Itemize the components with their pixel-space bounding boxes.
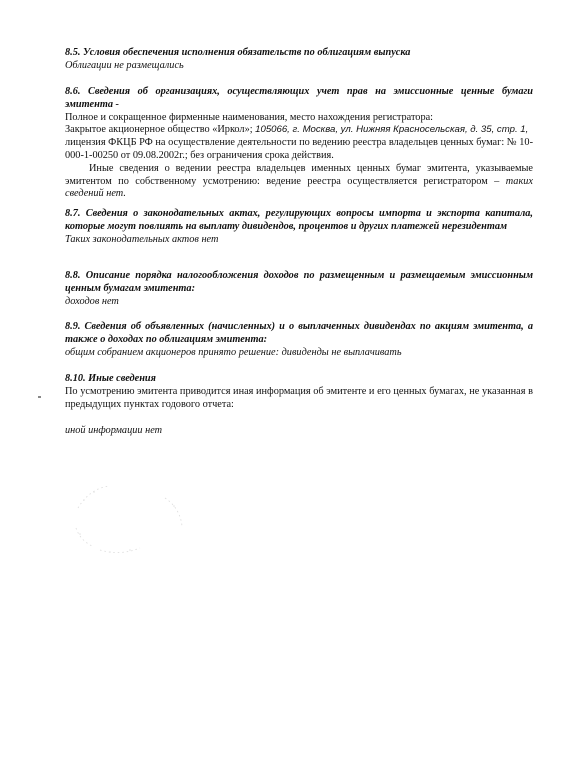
section-8-8-title: 8.8. Описание порядка налогообложения доходов по размещенным и размещаемым эмиссионным ценным бумагам эмитента: [65,270,533,294]
section-8-5-title: 8.5. Условия обеспечения исполнения обязательств по облигациям выпуска [65,47,411,58]
section-8-5 [65,47,533,73]
section-8-9-body: общим собранием акционеров принято решение: дивиденды не выплачивать [65,346,402,358]
registry-other-info-text: Иные сведения о ведении реестра владельцев именных ценных бумаг эмитента, указываемые эмитентом по собственному усмотрению: ведение реестра осуществляется регистратором – [65,162,533,187]
section-8-7-body: Таких законодательных актов нет [65,233,219,245]
registrar-name-address [65,124,533,137]
registry-other-info [65,163,533,201]
section-8-10-note: иной информации нет [65,425,163,437]
registrar-address: 105066, г. Москва, ул. Нижняя Красносельская, д. 35, стр. 1, [255,124,529,136]
section-8-6-title: 8.6. Сведения об организациях, осуществляющих учет прав на эмиссионные ценные бумаги эмитента - [65,86,533,110]
section-8-7-title: 8.7. Сведения о законодательных актах, регулирующих вопросы импорта и экспорта капитала, которые могут повлиять на выплату дивидендов, процентов и других платежей нерезидентам [65,208,533,232]
section-8-10-body: По усмотрению эмитента приводится иная информация об эмитенте и его ценных бумагах, не указанная в предыдущих пунктах годового отчета: [65,385,533,410]
section-8-8-body: доходов нет [65,295,119,307]
registrar-names-label: Полное и сокращенное фирменные наименования, место нахождения регистратора: [65,111,434,123]
faint-stamp-impression [70,478,200,558]
section-8-9 [65,321,533,359]
section-8-8 [65,270,533,308]
section-8-7 [65,208,533,246]
registrar-license: лицензия ФКЦБ РФ на осуществление деятельности по ведению реестра владельцев ценных бумаг: № 10-000-1-00250 от 09.08.2002г.; без ограничения срока действия. [65,137,533,161]
section-8-10 [65,373,533,438]
registry-other-info-value: таких сведений нет. [65,175,533,200]
section-8-10-title: 8.10. Иные сведения [65,373,156,384]
section-8-9-title: 8.9. Сведения об объявленных (начисленных) и о выплаченных дивидендах по акциям эмитента, а также о доходах по облигациям эмитента: [65,321,533,345]
section-8-5-body: Облигации не размещались [65,59,184,71]
section-8-6 [65,86,533,201]
registrar-name: Закрытое акционерное общество «Иркол»; [65,124,256,136]
scan-mark [38,396,41,398]
